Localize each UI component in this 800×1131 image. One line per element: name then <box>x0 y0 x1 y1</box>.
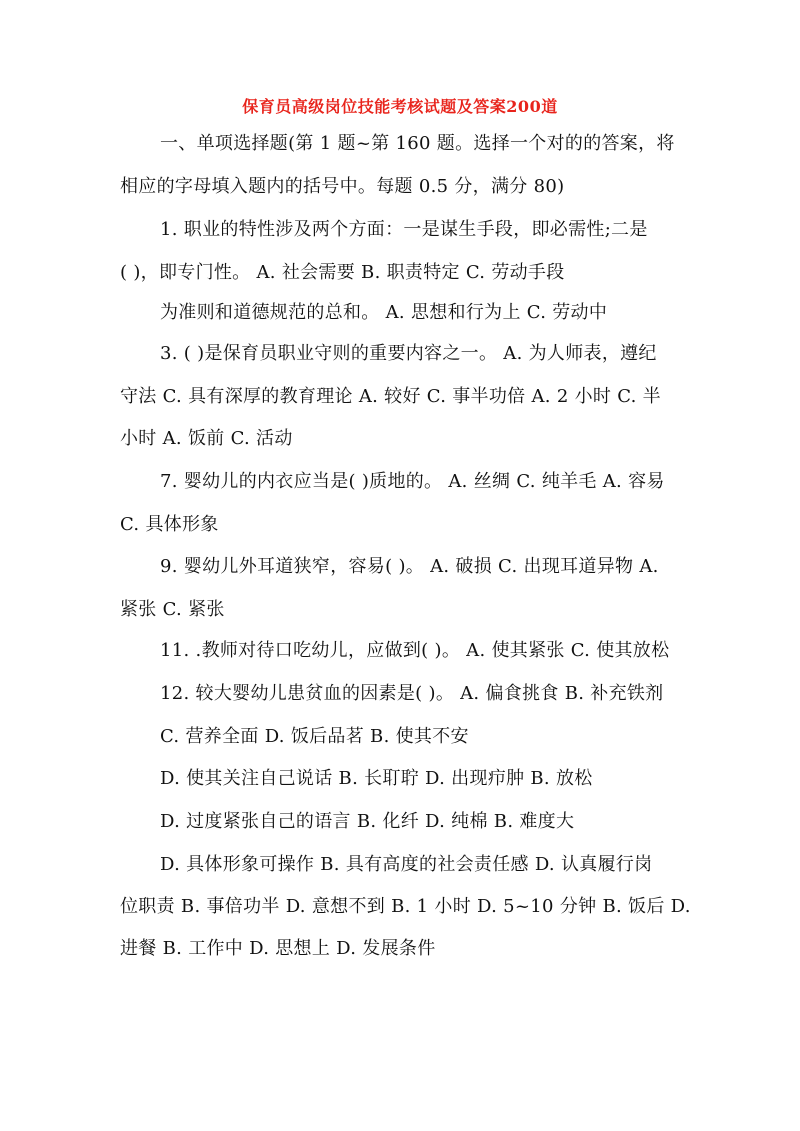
text-line: 小时 A. 饭前 C. 活动 <box>120 428 293 449</box>
text-line: ( )，即专门性。 A. 社会需要 B. 职责特定 C. 劳动手段 <box>120 262 565 283</box>
text-line: D. 过度紧张自己的语言 B. 化纤 D. 纯棉 B. 难度大 <box>160 811 575 832</box>
text-line: 9. 婴幼儿外耳道狭窄，容易( )。 A. 破损 C. 出现耳道异物 A. <box>160 556 659 577</box>
document-title: 保育员高级岗位技能考核试题及答案200道 <box>242 97 558 116</box>
text-line: D. 使其关注自己说话 B. 长耵聍 D. 出现疖肿 B. 放松 <box>160 768 593 789</box>
text-line: 进餐 B. 工作中 D. 思想上 D. 发展条件 <box>120 938 436 959</box>
text-line: C. 具体形象 <box>120 514 219 535</box>
text-line: 3. ( )是保育员职业守则的重要内容之一。 A. 为人师表，遵纪 <box>160 343 657 364</box>
text-line: C. 营养全面 D. 饭后品茗 B. 使其不安 <box>160 726 469 747</box>
text-line: 一、单项选择题(第 1 题~第 160 题。选择一个对的的答案，将 <box>160 133 675 154</box>
text-line: 为准则和道德规范的总和。 A. 思想和行为上 C. 劳动中 <box>160 302 608 323</box>
text-line: D. 具体形象可操作 B. 具有高度的社会责任感 D. 认真履行岗 <box>160 854 653 875</box>
text-line: 11. .教师对待口吃幼儿，应做到( )。 A. 使其紧张 C. 使其放松 <box>160 640 670 661</box>
text-line: 7. 婴幼儿的内衣应当是( )质地的。 A. 丝绸 C. 纯羊毛 A. 容易 <box>160 471 665 492</box>
text-line: 相应的字母填入题内的括号中。每题 0.5 分，满分 80) <box>120 176 565 197</box>
text-line: 1. 职业的特性涉及两个方面：一是谋生手段，即必需性;二是 <box>160 219 648 240</box>
text-line: 守法 C. 具有深厚的教育理论 A. 较好 C. 事半功倍 A. 2 小时 C. 半 <box>120 386 661 407</box>
text-line: 12. 较大婴幼儿患贫血的因素是( )。 A. 偏食挑食 B. 补充铁剂 <box>160 683 664 704</box>
text-line: 紧张 C. 紧张 <box>120 599 225 620</box>
text-line: 位职责 B. 事倍功半 D. 意想不到 B. 1 小时 D. 5~10 分钟 B. 饭后 D. <box>120 896 691 917</box>
